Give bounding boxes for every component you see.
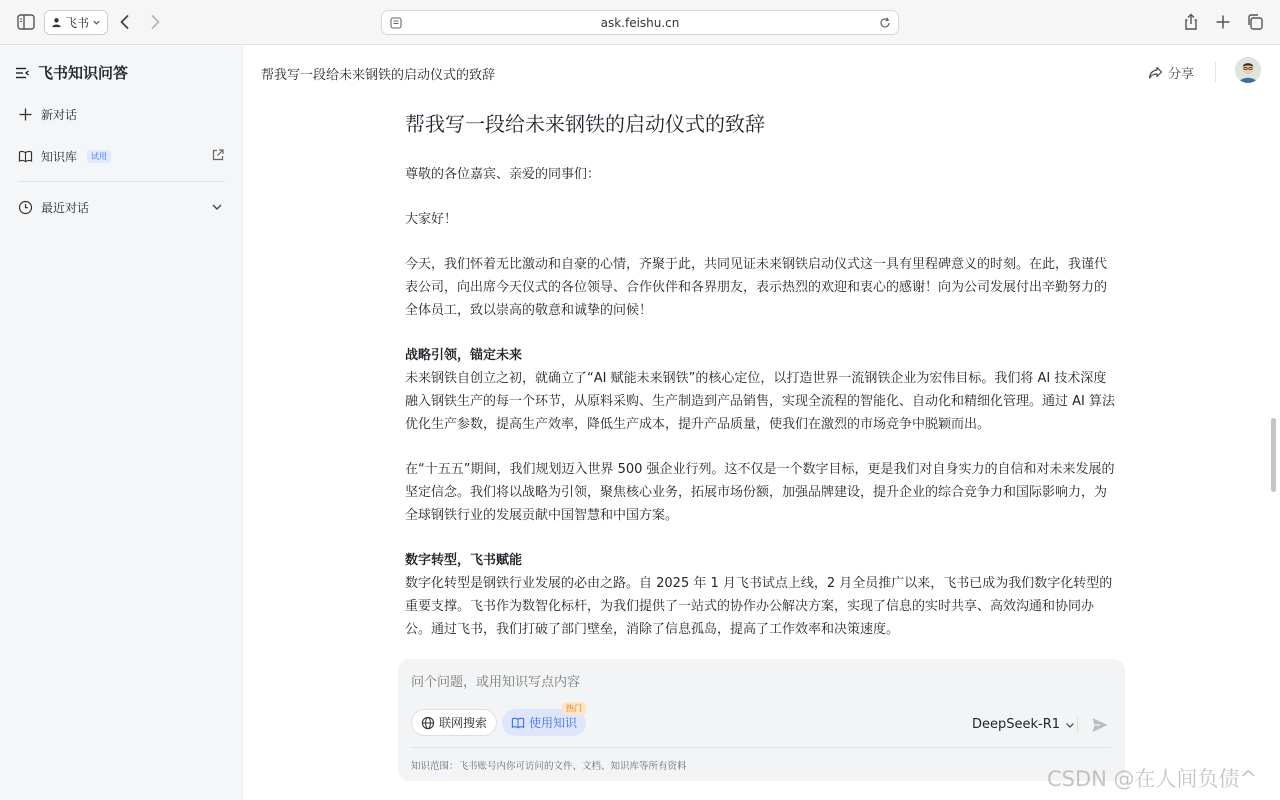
sidebar-divider <box>18 181 225 182</box>
avatar[interactable] <box>1235 57 1261 83</box>
conversation-header <box>244 46 1280 98</box>
address-bar[interactable] <box>381 10 899 35</box>
share-label: 分享 <box>1168 67 1195 82</box>
new-tab-icon[interactable] <box>1213 12 1233 32</box>
external-link-icon[interactable] <box>211 148 225 162</box>
user-avatar-icon <box>1235 57 1261 83</box>
reload-icon[interactable] <box>878 16 892 30</box>
conversation-title: 帮我写一段给未来钢铁的启动仪式的致辞 <box>261 68 496 83</box>
answer-paragraph: 大家好！ <box>405 212 458 227</box>
web-search-toggle[interactable] <box>411 709 497 736</box>
trial-badge: 试用 <box>87 150 111 163</box>
chevron-down-icon <box>1065 720 1075 730</box>
knowledge-base-label: 知识库 <box>41 149 78 164</box>
watermark: CSDN @在人间负债^ <box>1047 767 1258 791</box>
answer-paragraph: 今天，我们怀着无比激动和自豪的心情，齐聚于此，共同见证未来钢铁启动仪式这一具有里程碑意义的时刻。在此，我谨代表公司，向出席今天仪式的各位领导、合作伙伴和各界朋友，表示热烈的欢迎和衷心的感谢！向为公司发展付出辛勤努力的全体员工，致以崇高的敬意和诚挚的问候！ <box>405 257 1108 318</box>
share-sheet-icon[interactable] <box>1181 12 1201 32</box>
hot-badge: 热门 <box>562 702 586 715</box>
book-icon <box>18 149 33 164</box>
answer-content <box>405 108 1117 641</box>
knowledge-scope-note: 知识范围：飞书账号内你可访问的文件、文档、知识库等所有资料 <box>411 761 687 772</box>
browser-toolbar <box>0 0 1280 45</box>
profile-switcher[interactable] <box>44 10 108 35</box>
new-chat-label: 新对话 <box>41 107 78 122</box>
chevron-down-icon[interactable] <box>211 201 223 213</box>
forward-icon[interactable] <box>146 12 164 32</box>
share-button[interactable] <box>1148 63 1194 82</box>
sidebar-header <box>14 62 128 83</box>
url-text: ask.feishu.cn <box>600 15 680 30</box>
chevron-down-icon <box>92 18 101 27</box>
app-title: 飞书知识问答 <box>38 64 129 82</box>
clock-icon <box>18 200 33 215</box>
page-settings-icon[interactable] <box>389 16 403 30</box>
model-selector[interactable] <box>972 717 1075 732</box>
composer-separator <box>411 747 1111 748</box>
composer-divider <box>1077 717 1078 733</box>
recent-label: 最近对话 <box>41 200 90 215</box>
plus-icon <box>18 107 33 122</box>
use-knowledge-label: 使用知识 <box>529 716 578 730</box>
back-icon[interactable] <box>116 12 134 32</box>
answer-paragraph: 未来钢铁自创立之初，就确立了“AI 赋能未来钢铁”的核心定位，以打造世界一流钢铁企业为宏伟目标。我们将 AI 技术深度融入钢铁生产的每一个环节，从原料采购、生产制造到产品销售，实现全流程的智能化、自动化和精细化管理。通过 AI 算法优化生产参数，提高生产效率，降低生产成本，提升产品质量，使我们在激烈的市场竞争中脱颖而出。 <box>405 371 1115 432</box>
globe-icon <box>421 716 435 730</box>
sidebar-item-recent[interactable] <box>18 194 225 220</box>
tab-overview-icon[interactable] <box>1245 12 1265 32</box>
share-icon <box>1148 65 1163 80</box>
model-name: DeepSeek-R1 <box>972 717 1061 732</box>
sidebar <box>0 46 243 800</box>
book-icon <box>511 716 525 730</box>
profile-label: 飞书 <box>65 16 90 30</box>
new-chat-button[interactable] <box>18 101 225 127</box>
answer-paragraph: 尊敬的各位嘉宾、亲爱的同事们： <box>405 167 601 182</box>
question-title: 帮我写一段给未来钢铁的启动仪式的致辞 <box>405 112 765 136</box>
scrollbar-thumb[interactable] <box>1271 418 1276 492</box>
web-search-label: 联网搜索 <box>439 716 488 730</box>
sidebar-item-knowledge-base[interactable] <box>18 143 225 169</box>
answer-paragraph: 数字化转型是钢铁行业发展的必由之路。自 2025 年 1 月飞书试点上线，2 月全员推广以来，飞书已成为我们数字化转型的重要支撑。飞书作为数智化标杆，为我们提供了一站式的协作办公解决方案，实现了信息的实时共享、高效沟通和协同办公。通过飞书，我们打破了部门壁垒，消除了信息孤岛，提高了工作效率和决策速度。 <box>405 576 1113 637</box>
header-divider <box>1215 62 1216 82</box>
chat-composer <box>398 659 1125 781</box>
section-heading: 战略引领，锚定未来 <box>405 348 523 363</box>
send-icon[interactable] <box>1090 715 1110 735</box>
sidebar-toggle-icon[interactable] <box>16 12 36 32</box>
person-icon <box>51 17 62 28</box>
question-input[interactable] <box>411 675 1011 690</box>
answer-paragraph: 在“十五五”期间，我们规划迈入世界 500 强企业行列。这不仅是一个数字目标，更是我们对自身实力的自信和对未来发展的坚定信念。我们将以战略为引领，聚焦核心业务，拓展市场份额，加强品牌建设，提升企业的综合竞争力和国际影响力，为全球钢铁行业的发展贡献中国智慧和中国方案。 <box>405 462 1115 523</box>
collapse-sidebar-icon[interactable] <box>14 65 30 81</box>
section-heading: 数字转型，飞书赋能 <box>405 553 523 568</box>
